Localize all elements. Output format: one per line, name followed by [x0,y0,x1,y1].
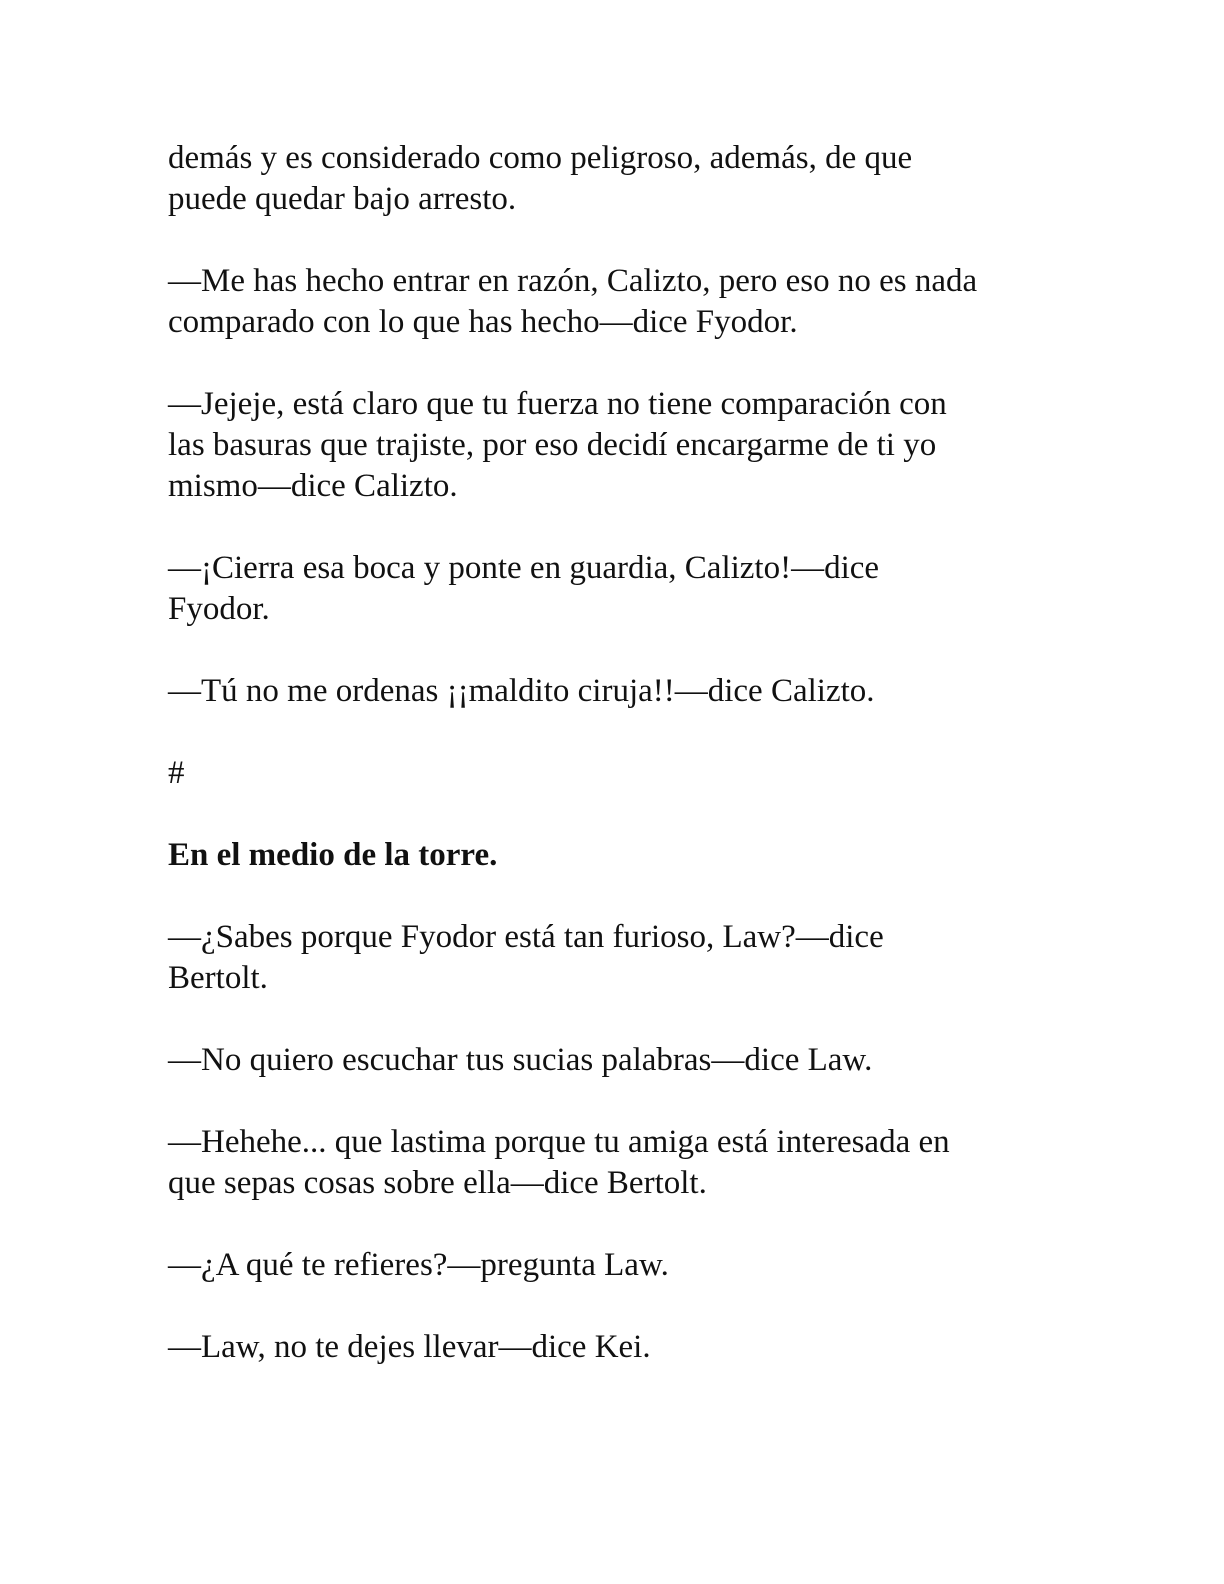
paragraph: —No quiero escuchar tus sucias palabras—dice Law. [168,1042,873,1078]
paragraph: —¿A qué te refieres?—pregunta Law. [168,1247,669,1283]
paragraph: —Tú no me ordenas ¡¡maldito ciruja!!—dice Calizto. [168,673,875,709]
paragraph: —Law, no te dejes llevar—dice Kei. [168,1329,651,1365]
section-heading: En el medio de la torre. [168,837,498,873]
scene-break: # [168,755,185,791]
paragraph: demás y es considerado como peligroso, además, de que puede quedar bajo arresto. [168,140,913,217]
paragraph: —Jejeje, está claro que tu fuerza no tiene comparación con las basuras que trajiste, por eso decidí encargarme de ti yo mismo—dice Calizto. [168,386,947,504]
paragraph: —Me has hecho entrar en razón, Calizto, pero eso no es nada comparado con lo que has hecho—dice Fyodor. [168,263,978,340]
paragraph: —¡Cierra esa boca y ponte en guardia, Calizto!—dice Fyodor. [168,550,880,627]
paragraph: —Hehehe... que lastima porque tu amiga está interesada en que sepas cosas sobre ella—dice Bertolt. [168,1124,950,1201]
paragraph: —¿Sabes porque Fyodor está tan furioso, Law?—dice Bertolt. [168,919,884,996]
document-page [168,138,1068,1409]
